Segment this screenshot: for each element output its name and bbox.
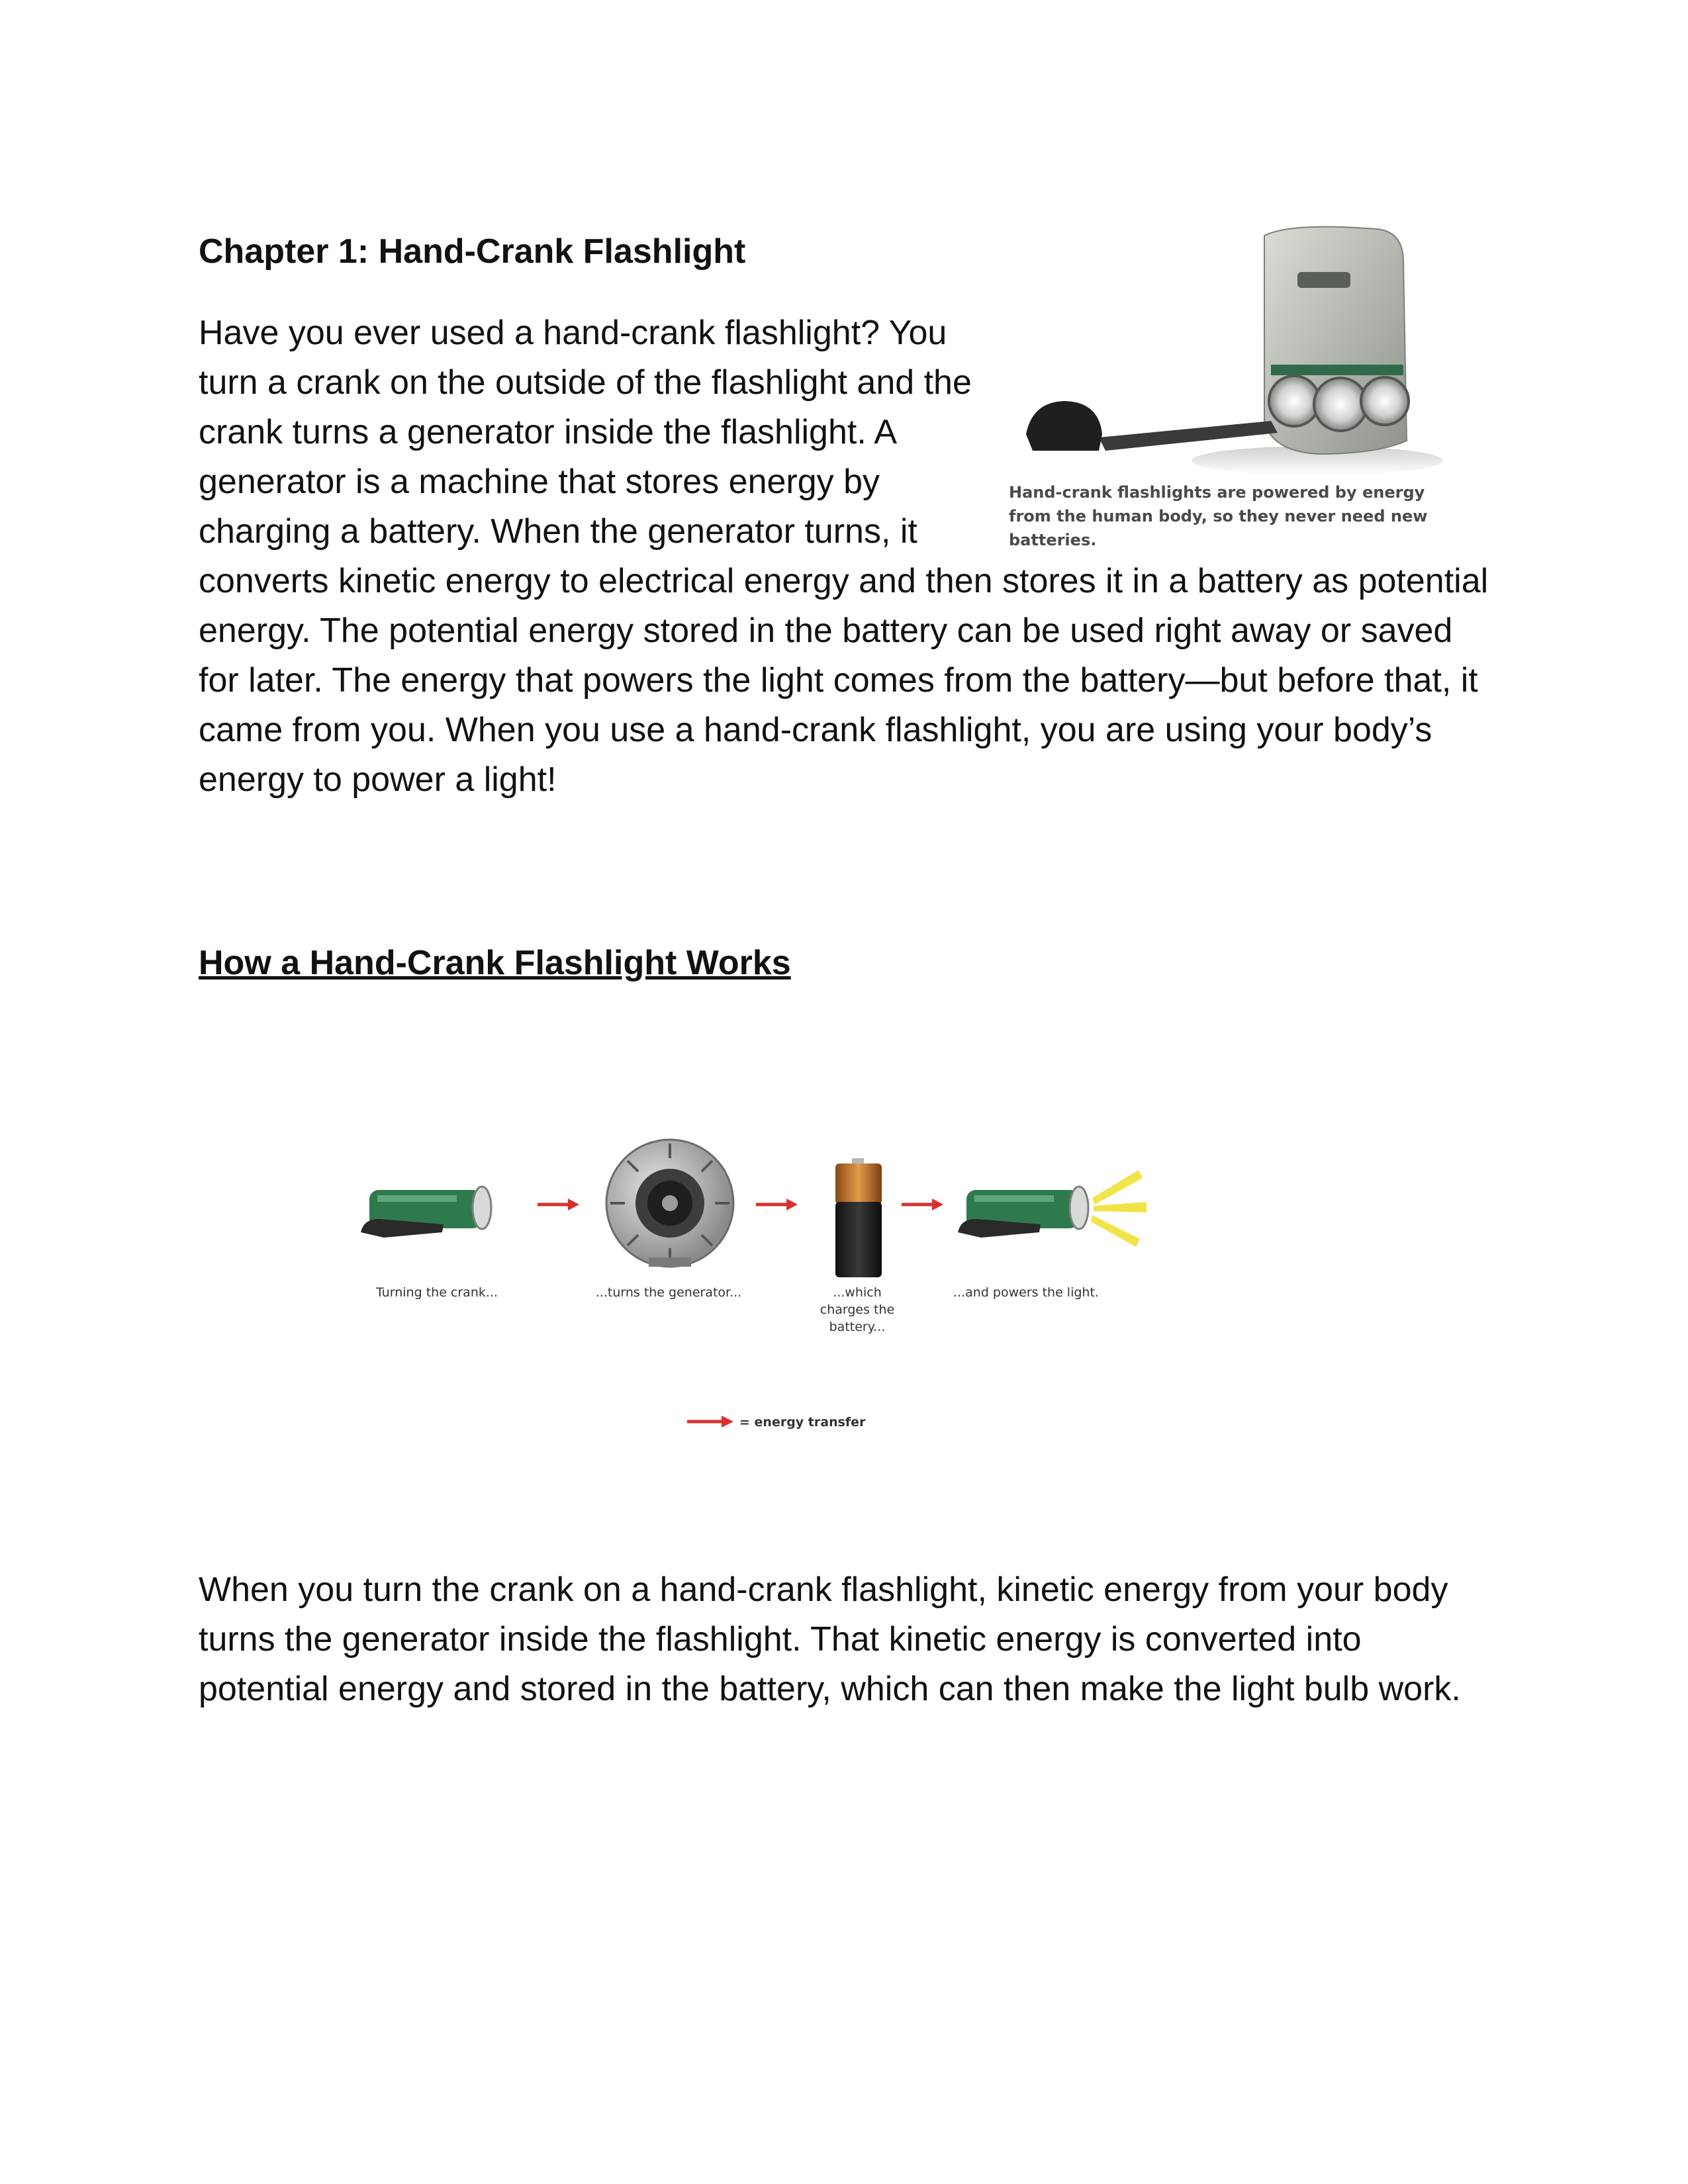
section-heading: How a Hand-Crank Flashlight Works [199,944,791,982]
chapter-title: Chapter 1: Hand-Crank Flashlight [199,232,746,271]
intro-section [199,308,1489,805]
generator-icon [606,1140,733,1267]
legend-arrow-icon [687,1416,733,1428]
step-label: ...which charges the battery... [820,1285,895,1334]
closing-paragraph: When you turn the crank on a hand-crank flashlight, kinetic energy from your body turns the generator inside the flashlight. That kinetic energy is converted into potential energy and stored in the battery, which can then make the light bulb work. [199,1570,1461,1708]
legend-label: = energy transfer [739,1415,866,1430]
energy-transfer-arrow [902,1199,943,1210]
figure-caption: Hand-crank flashlights are powered by energy from the human body, so they never need new batteries. [1009,483,1428,549]
lit-flashlight-icon [958,1170,1147,1247]
step-label: Turning the crank... [376,1285,498,1300]
intro-paragraph: Have you ever used a hand-crank flashlight? You turn a crank on the outside of the flashlight and the crank turns a generator inside the flashlight. A generator is a machine that stores energy by charging a battery. When the generator turns, it converts kinetic energy to electrical energy and then stores it in a battery as potential energy. The potential energy stored in the battery can be used right away or saved for later. The energy that powers the light comes from the battery—but before that, it came from you. When you use a hand-crank flashlight, you are using your body’s energy to power a light! [199,314,1489,799]
energy-transfer-diagram [357,1092,1178,1463]
step-label: ...and powers the light. [953,1285,1099,1300]
energy-transfer-arrow [756,1199,798,1210]
closing-section [199,1565,1489,1714]
energy-transfer-arrow [538,1199,579,1210]
diagram-graphics [357,1092,1178,1463]
flashlight-figure [1006,308,1489,549]
battery-icon [835,1158,882,1277]
hand-crank-flashlight-icon [1006,222,1489,480]
green-flashlight-icon [361,1187,491,1238]
step-label: ...turns the generator... [595,1285,742,1300]
